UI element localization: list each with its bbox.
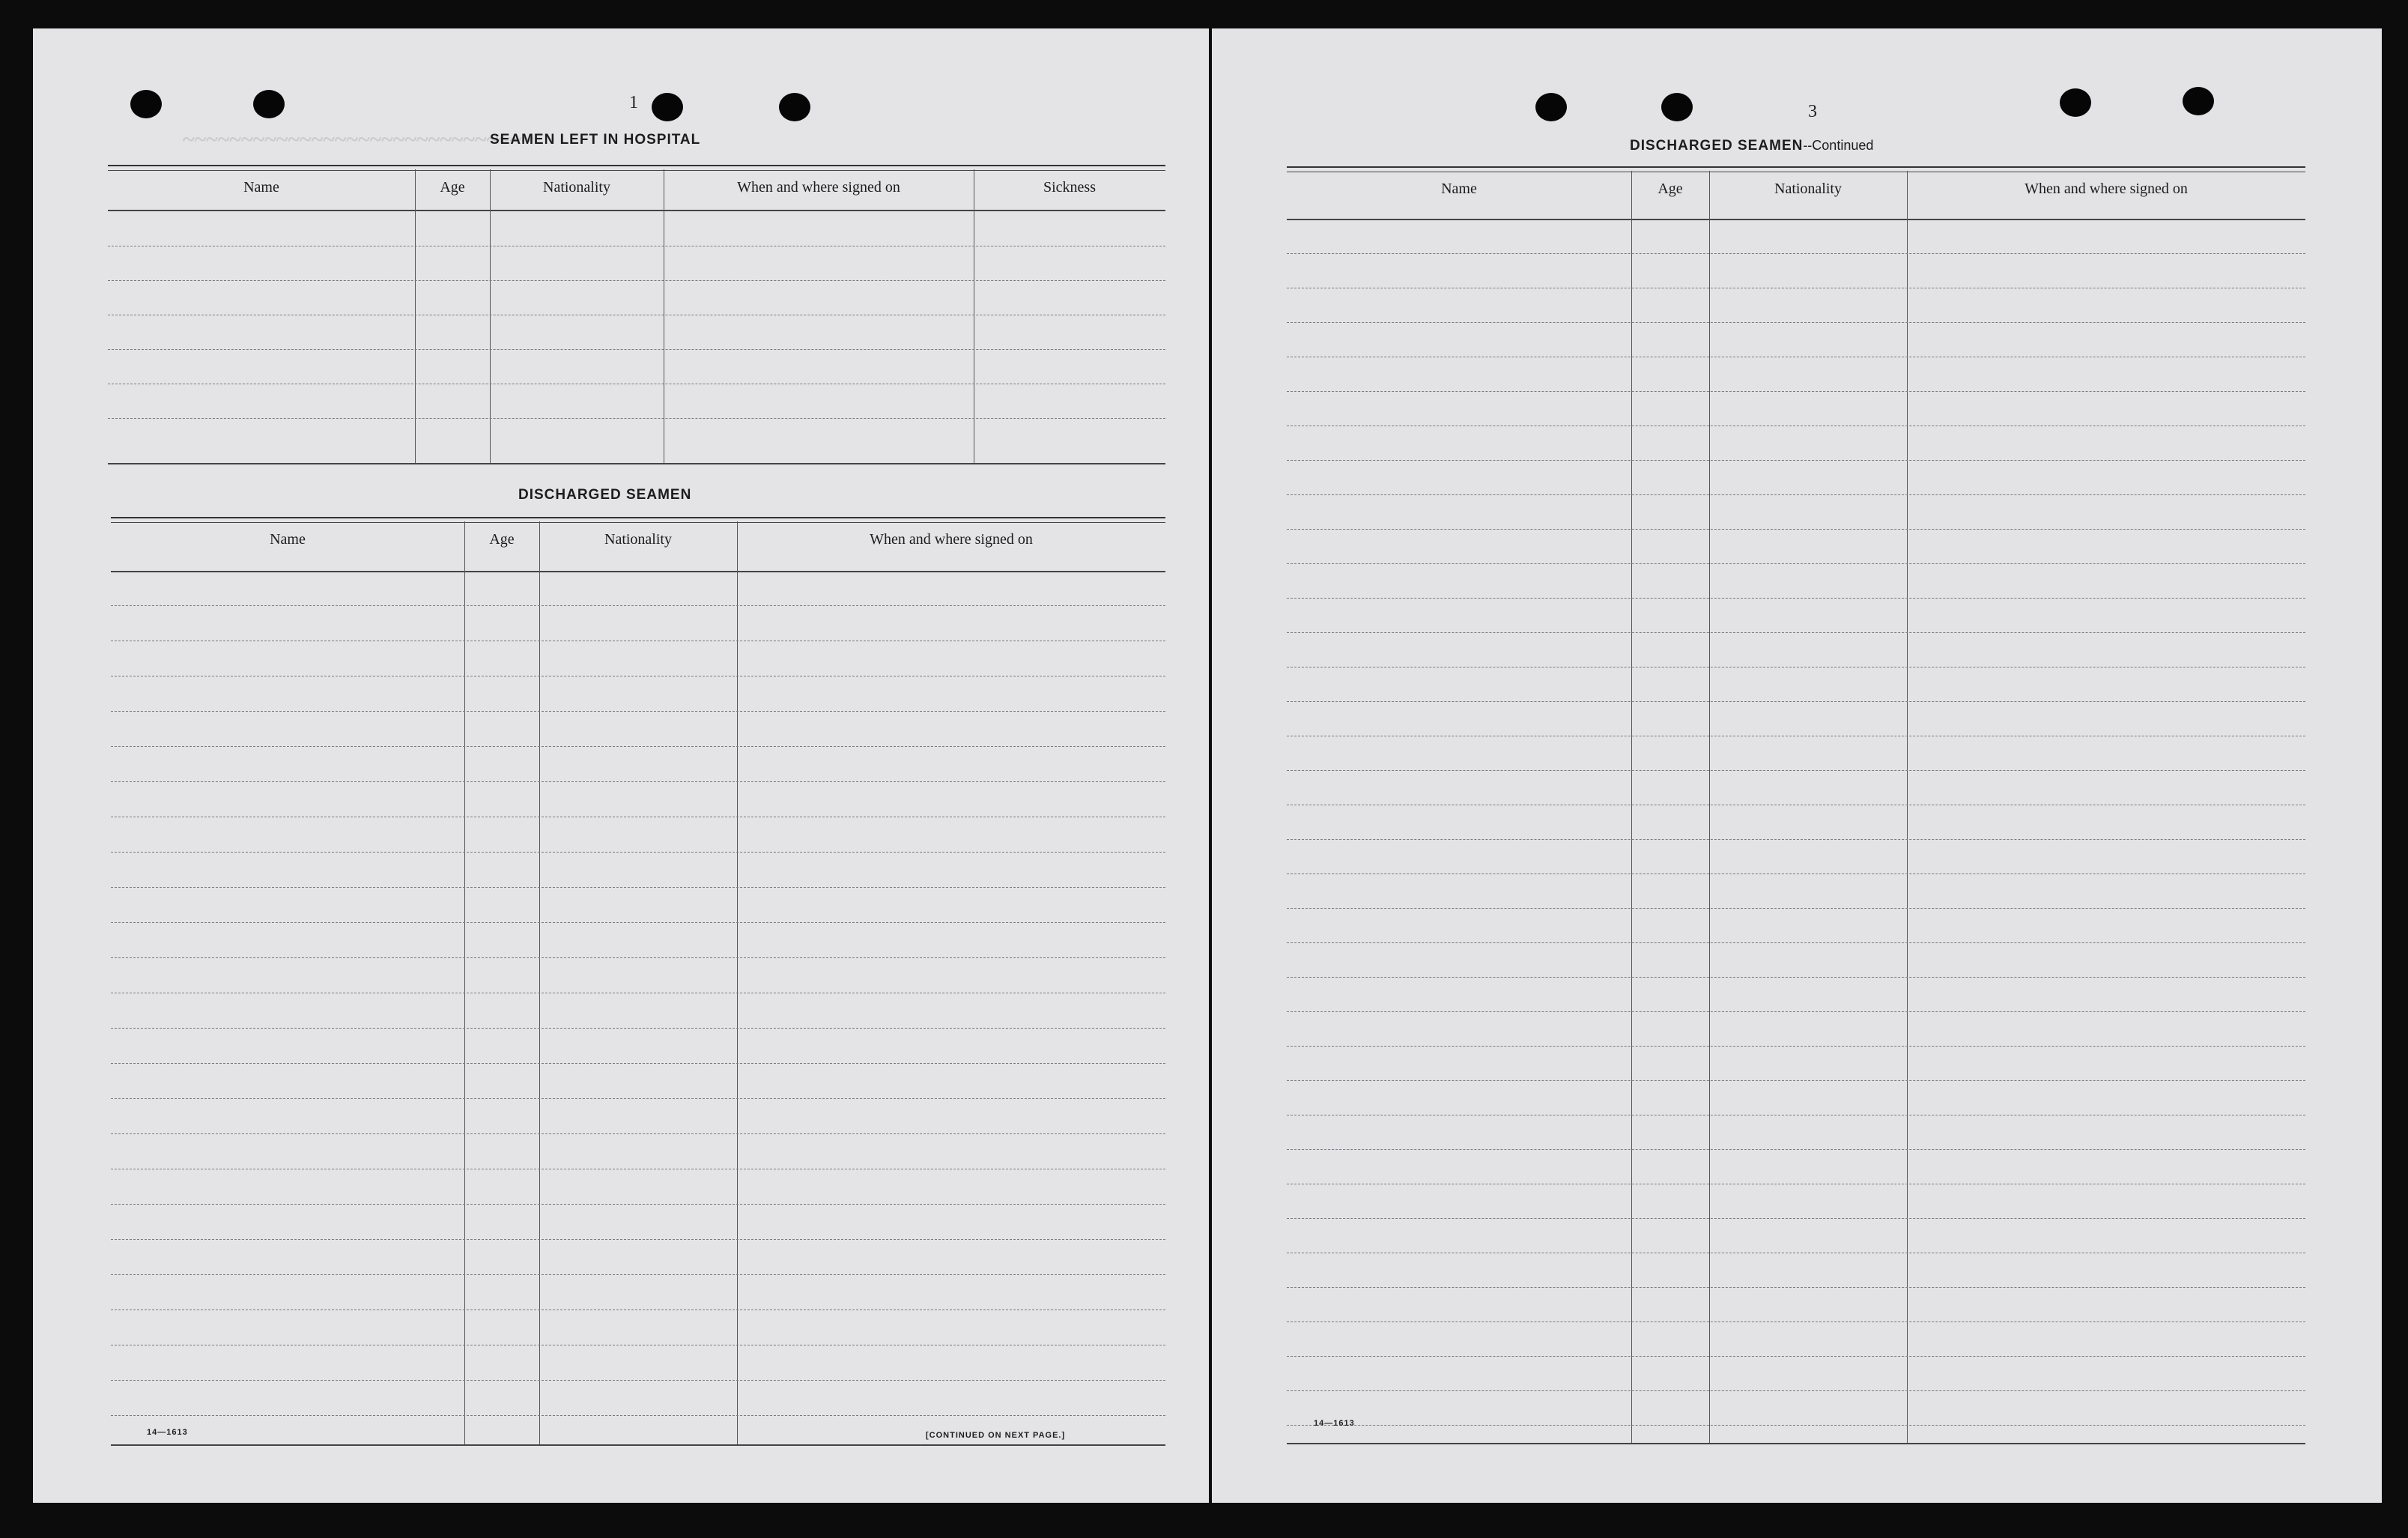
discharged-seamen-table-continued [1287, 166, 2305, 1444]
table-row [1287, 529, 2305, 530]
form-number: 14—1613 [1314, 1419, 1355, 1428]
table-row [108, 418, 1165, 419]
continued-note: [CONTINUED ON NEXT PAGE.] [926, 1431, 1066, 1440]
table-row [1287, 1046, 2305, 1047]
column-divider [1907, 171, 1908, 1444]
column-header-name: Name [1441, 181, 1477, 197]
table-top-rule [1287, 166, 2305, 172]
column-header-nationality: Nationality [604, 531, 672, 548]
table-row [111, 922, 1165, 923]
column-divider [539, 521, 540, 1446]
page-number: 3 [1808, 102, 1817, 121]
punch-hole [779, 93, 810, 121]
header-rule [108, 210, 1165, 211]
table-row [111, 1239, 1165, 1240]
table-row [1287, 1321, 2305, 1322]
table-row [111, 1274, 1165, 1275]
table-row [1287, 701, 2305, 702]
header-rule [111, 571, 1165, 572]
table-row [1287, 839, 2305, 840]
table-row [1287, 1390, 2305, 1391]
table-bottom-rule [111, 1444, 1165, 1446]
table-row [111, 957, 1165, 958]
table-row [1287, 1356, 2305, 1357]
table-row [111, 1204, 1165, 1205]
table-row [1287, 908, 2305, 909]
table-row [1287, 322, 2305, 323]
table-row [111, 887, 1165, 888]
discharged-title-text: DISCHARGED SEAMEN [1630, 138, 1804, 154]
table-bottom-rule [1287, 1443, 2305, 1444]
column-header-name: Name [270, 531, 306, 548]
table-row [111, 852, 1165, 853]
table-row [1287, 1011, 2305, 1012]
table-row [1287, 1218, 2305, 1219]
column-header-nationality: Nationality [543, 179, 610, 196]
column-header-sickness: Sickness [1043, 179, 1096, 196]
column-divider [1709, 171, 1710, 1444]
table-row [1287, 494, 2305, 495]
form-number: 14—1613 [147, 1428, 188, 1437]
punch-hole [253, 90, 285, 118]
table-row [111, 1028, 1165, 1029]
table-top-rule [111, 517, 1165, 523]
column-divider [490, 169, 491, 464]
continued-suffix: --Continued [1803, 138, 1874, 153]
table-row [1287, 1080, 2305, 1081]
table-row [1287, 598, 2305, 599]
table-row [111, 781, 1165, 782]
table-row [1287, 1287, 2305, 1288]
column-header-age: Age [440, 179, 465, 196]
table-top-rule [108, 165, 1165, 171]
table-row [1287, 942, 2305, 943]
table-row [111, 1063, 1165, 1064]
column-header-when-where: When and where signed on [870, 531, 1033, 548]
left-form-page [33, 28, 1209, 1503]
bleed-through-text: ~~~~~~~~~~~~~~~~~~~~~~~~~~~~~~ [183, 127, 534, 151]
column-header-age: Age [489, 531, 515, 548]
column-header-when-where: When and where signed on [2025, 181, 2188, 197]
table-row [111, 605, 1165, 606]
column-divider [737, 521, 738, 1446]
column-header-age: Age [1658, 181, 1683, 197]
column-divider [464, 521, 465, 1446]
punch-hole [1535, 93, 1567, 121]
table-row [111, 1380, 1165, 1381]
punch-hole [2183, 87, 2214, 115]
table-row [111, 746, 1165, 747]
column-header-nationality: Nationality [1774, 181, 1842, 197]
column-divider [1631, 171, 1632, 1444]
table-row [1287, 391, 2305, 392]
hospital-table [108, 165, 1165, 464]
table-row [108, 280, 1165, 281]
discharged-section-title: DISCHARGED SEAMEN [518, 487, 692, 503]
page-number: 1 [629, 93, 638, 112]
hospital-section-title: SEAMEN LEFT IN HOSPITAL [490, 132, 701, 148]
table-row [1287, 1149, 2305, 1150]
table-row [111, 1133, 1165, 1134]
table-row [1287, 1425, 2305, 1426]
table-row [108, 349, 1165, 350]
table-bottom-rule [108, 463, 1165, 464]
table-row [1287, 977, 2305, 978]
discharged-continued-title [1630, 138, 1873, 154]
punch-hole [652, 93, 683, 121]
table-row [1287, 770, 2305, 771]
table-row [1287, 253, 2305, 254]
punch-hole [130, 90, 162, 118]
table-row [1287, 460, 2305, 461]
punch-hole [2060, 88, 2091, 117]
table-row [1287, 563, 2305, 564]
discharged-seamen-table [111, 517, 1165, 1446]
column-divider [415, 169, 416, 464]
column-header-name: Name [243, 179, 279, 196]
table-row [111, 711, 1165, 712]
header-rule [1287, 219, 2305, 220]
right-form-page [1212, 28, 2382, 1503]
table-row [1287, 632, 2305, 633]
table-row [111, 1098, 1165, 1099]
column-header-when-where: When and where signed on [737, 179, 900, 196]
punch-hole [1661, 93, 1693, 121]
table-row [111, 1415, 1165, 1416]
